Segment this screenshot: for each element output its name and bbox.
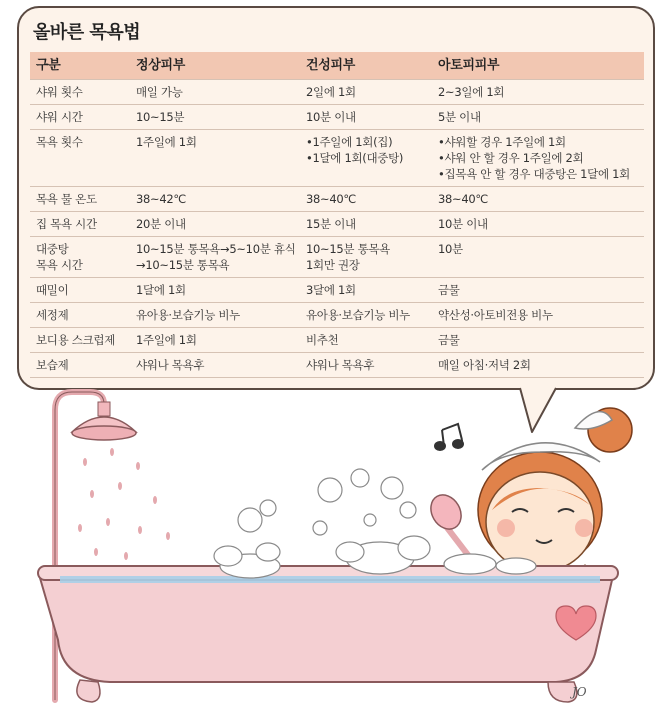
cell-text: 2~3일에 1회	[438, 85, 505, 99]
cell-text: 때밀이	[36, 283, 69, 297]
cell-text: 10분 이내	[438, 217, 488, 231]
cell-text: 세정제	[36, 308, 69, 322]
cell-text: 매일 아침·저녁 2회	[438, 358, 531, 372]
music-note-icon	[435, 424, 463, 450]
cell-text: 목욕 횟수	[36, 135, 83, 149]
cell-text: •샤워할 경우 1주일에 1회	[438, 135, 566, 149]
left-cheek	[497, 519, 515, 537]
girl-character	[478, 408, 632, 580]
cell-text: 2일에 1회	[306, 85, 356, 99]
cell-text: 목욕 시간	[36, 258, 83, 272]
cell-text: 약산성·아토비전용 비누	[438, 308, 553, 322]
cell-text: 10~15분	[136, 110, 185, 124]
cell-text: 1회만 권장	[306, 258, 360, 272]
cell-text: 38~40℃	[306, 192, 357, 206]
cell-text: 10분 이내	[306, 110, 356, 124]
cell-text: 금물	[438, 283, 460, 297]
cell-text: 3달에 1회	[306, 283, 356, 297]
cell-text: 샤워 횟수	[36, 85, 83, 99]
cell-text: •집목욕 안 할 경우 대중탕은 1달에 1회	[438, 167, 630, 181]
cell-text: 1달에 1회	[136, 283, 186, 297]
cell-text: 38~40℃	[438, 192, 489, 206]
cell-text: 목욕 물 온도	[36, 192, 97, 206]
cell-text: 금물	[438, 333, 460, 347]
cell-text: 대중탕	[36, 242, 69, 256]
cell-text: 샤워나 목욕후	[136, 358, 205, 372]
cell-text: 15분 이내	[306, 217, 356, 231]
page-title: 올바른 목욕법	[33, 22, 141, 43]
cell-text: 샤워 시간	[36, 110, 83, 124]
right-cheek	[575, 519, 593, 537]
shower-head-icon	[72, 402, 136, 440]
cell-text: 집 목욕 시간	[36, 217, 97, 231]
cell-text: 유아용·보습기능 비누	[136, 308, 240, 322]
cell-text: 1주일에 1회	[136, 333, 197, 347]
water-drops	[78, 448, 170, 560]
cell-text: 보디용 스크럽제	[36, 333, 116, 347]
cell-text: 20분 이내	[136, 217, 186, 231]
cell-text: 10~15분 통목욕	[306, 242, 390, 256]
cell-text: 1주일에 1회	[136, 135, 197, 149]
signature: JO	[572, 685, 587, 699]
cell-text: 5분 이내	[438, 110, 481, 124]
header-atopic-skin: 아토피피부	[438, 57, 500, 73]
cell-text: 38~42℃	[136, 192, 187, 206]
cell-text: 매일 가능	[136, 85, 183, 99]
cell-text: →10~15분 통목욕	[136, 258, 230, 272]
cell-text: •1달에 1회(대중탕)	[306, 151, 404, 165]
cell-text: 샤워나 목욕후	[306, 358, 375, 372]
cell-text: 유아용·보습기능 비누	[306, 308, 410, 322]
cell-text: 보습제	[36, 358, 69, 372]
cell-text: •샤워 안 할 경우 1주일에 2회	[438, 151, 584, 165]
cell-text: •1주일에 1회(집)	[306, 135, 393, 149]
cell-text: 10~15분 통목욕→5~10분 휴식	[136, 242, 296, 256]
bathtub	[38, 566, 618, 702]
soap-bubbles	[238, 469, 416, 535]
cell-text: 비추천	[306, 333, 339, 347]
cell-text: 10분	[438, 242, 463, 256]
water	[60, 576, 600, 583]
header-normal-skin: 정상피부	[136, 57, 186, 73]
header-category: 구분	[36, 57, 61, 73]
header-dry-skin: 건성피부	[306, 57, 356, 73]
tub-leg-left	[77, 680, 100, 702]
